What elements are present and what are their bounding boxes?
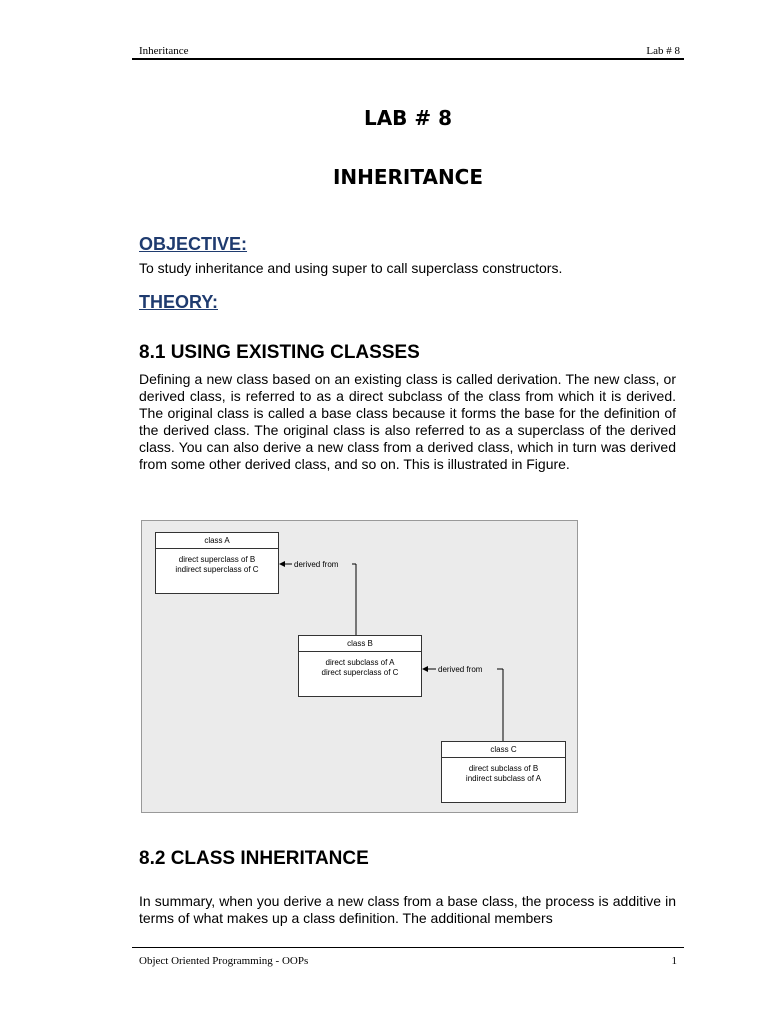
class-c-line1: direct subclass of B xyxy=(468,764,539,773)
section-8-2-text: In summary, when you derive a new class from a base class, the process is additive in terms of what makes up a class definition. The additional members xyxy=(139,893,676,926)
footer-left: Object Oriented Programming - OOPs xyxy=(139,955,309,967)
class-c-line2: indirect subclass of A xyxy=(465,774,542,783)
section-8-1-text: Defining a new class based on an existing class is called derivation. The new class, or derived class, is referred to as a direct subclass of the class from which it is derived. The original class is called a base class because it forms the base for the definition of the derived class. The original class is also referred to as a superclass of the derived class. You can also derive a new class from a derived class, which in turn was derived from some other derived class, and so on. This is illustrated in Figure. xyxy=(139,371,676,472)
derived-from-label-2: derived from xyxy=(438,665,483,674)
class-b-line2: direct superclass of C xyxy=(321,668,399,677)
page-subtitle: INHERITANCE xyxy=(332,165,484,189)
theory-heading: THEORY: xyxy=(139,292,218,312)
class-b-line1: direct subclass of A xyxy=(325,658,395,667)
header-left: Inheritance xyxy=(139,45,189,57)
arrowhead-b xyxy=(422,666,428,672)
class-c-title: class C xyxy=(442,742,565,758)
section-8-1-heading: 8.1 USING EXISTING CLASSES xyxy=(139,342,420,363)
header-right: Lab # 8 xyxy=(646,45,680,57)
arrowhead-a xyxy=(279,561,285,567)
class-a-box xyxy=(155,532,279,594)
page-number: 1 xyxy=(671,955,677,967)
footer-rule xyxy=(132,947,684,948)
inheritance-diagram xyxy=(141,520,578,813)
objective-text: To study inheritance and using super to call superclass constructors. xyxy=(139,260,563,276)
page-title: LAB # 8 xyxy=(363,106,453,130)
class-c-box xyxy=(441,741,566,803)
class-a-title: class A xyxy=(156,533,278,549)
derived-from-label-1: derived from xyxy=(294,560,339,569)
class-b-box xyxy=(298,635,422,697)
class-b-title: class B xyxy=(299,636,421,652)
header-rule xyxy=(132,58,684,60)
class-a-line1: direct superclass of B xyxy=(178,555,256,564)
section-8-2-heading: 8.2 CLASS INHERITANCE xyxy=(139,848,369,869)
objective-heading: OBJECTIVE: xyxy=(139,234,248,254)
class-a-line2: indirect superclass of C xyxy=(175,565,259,574)
